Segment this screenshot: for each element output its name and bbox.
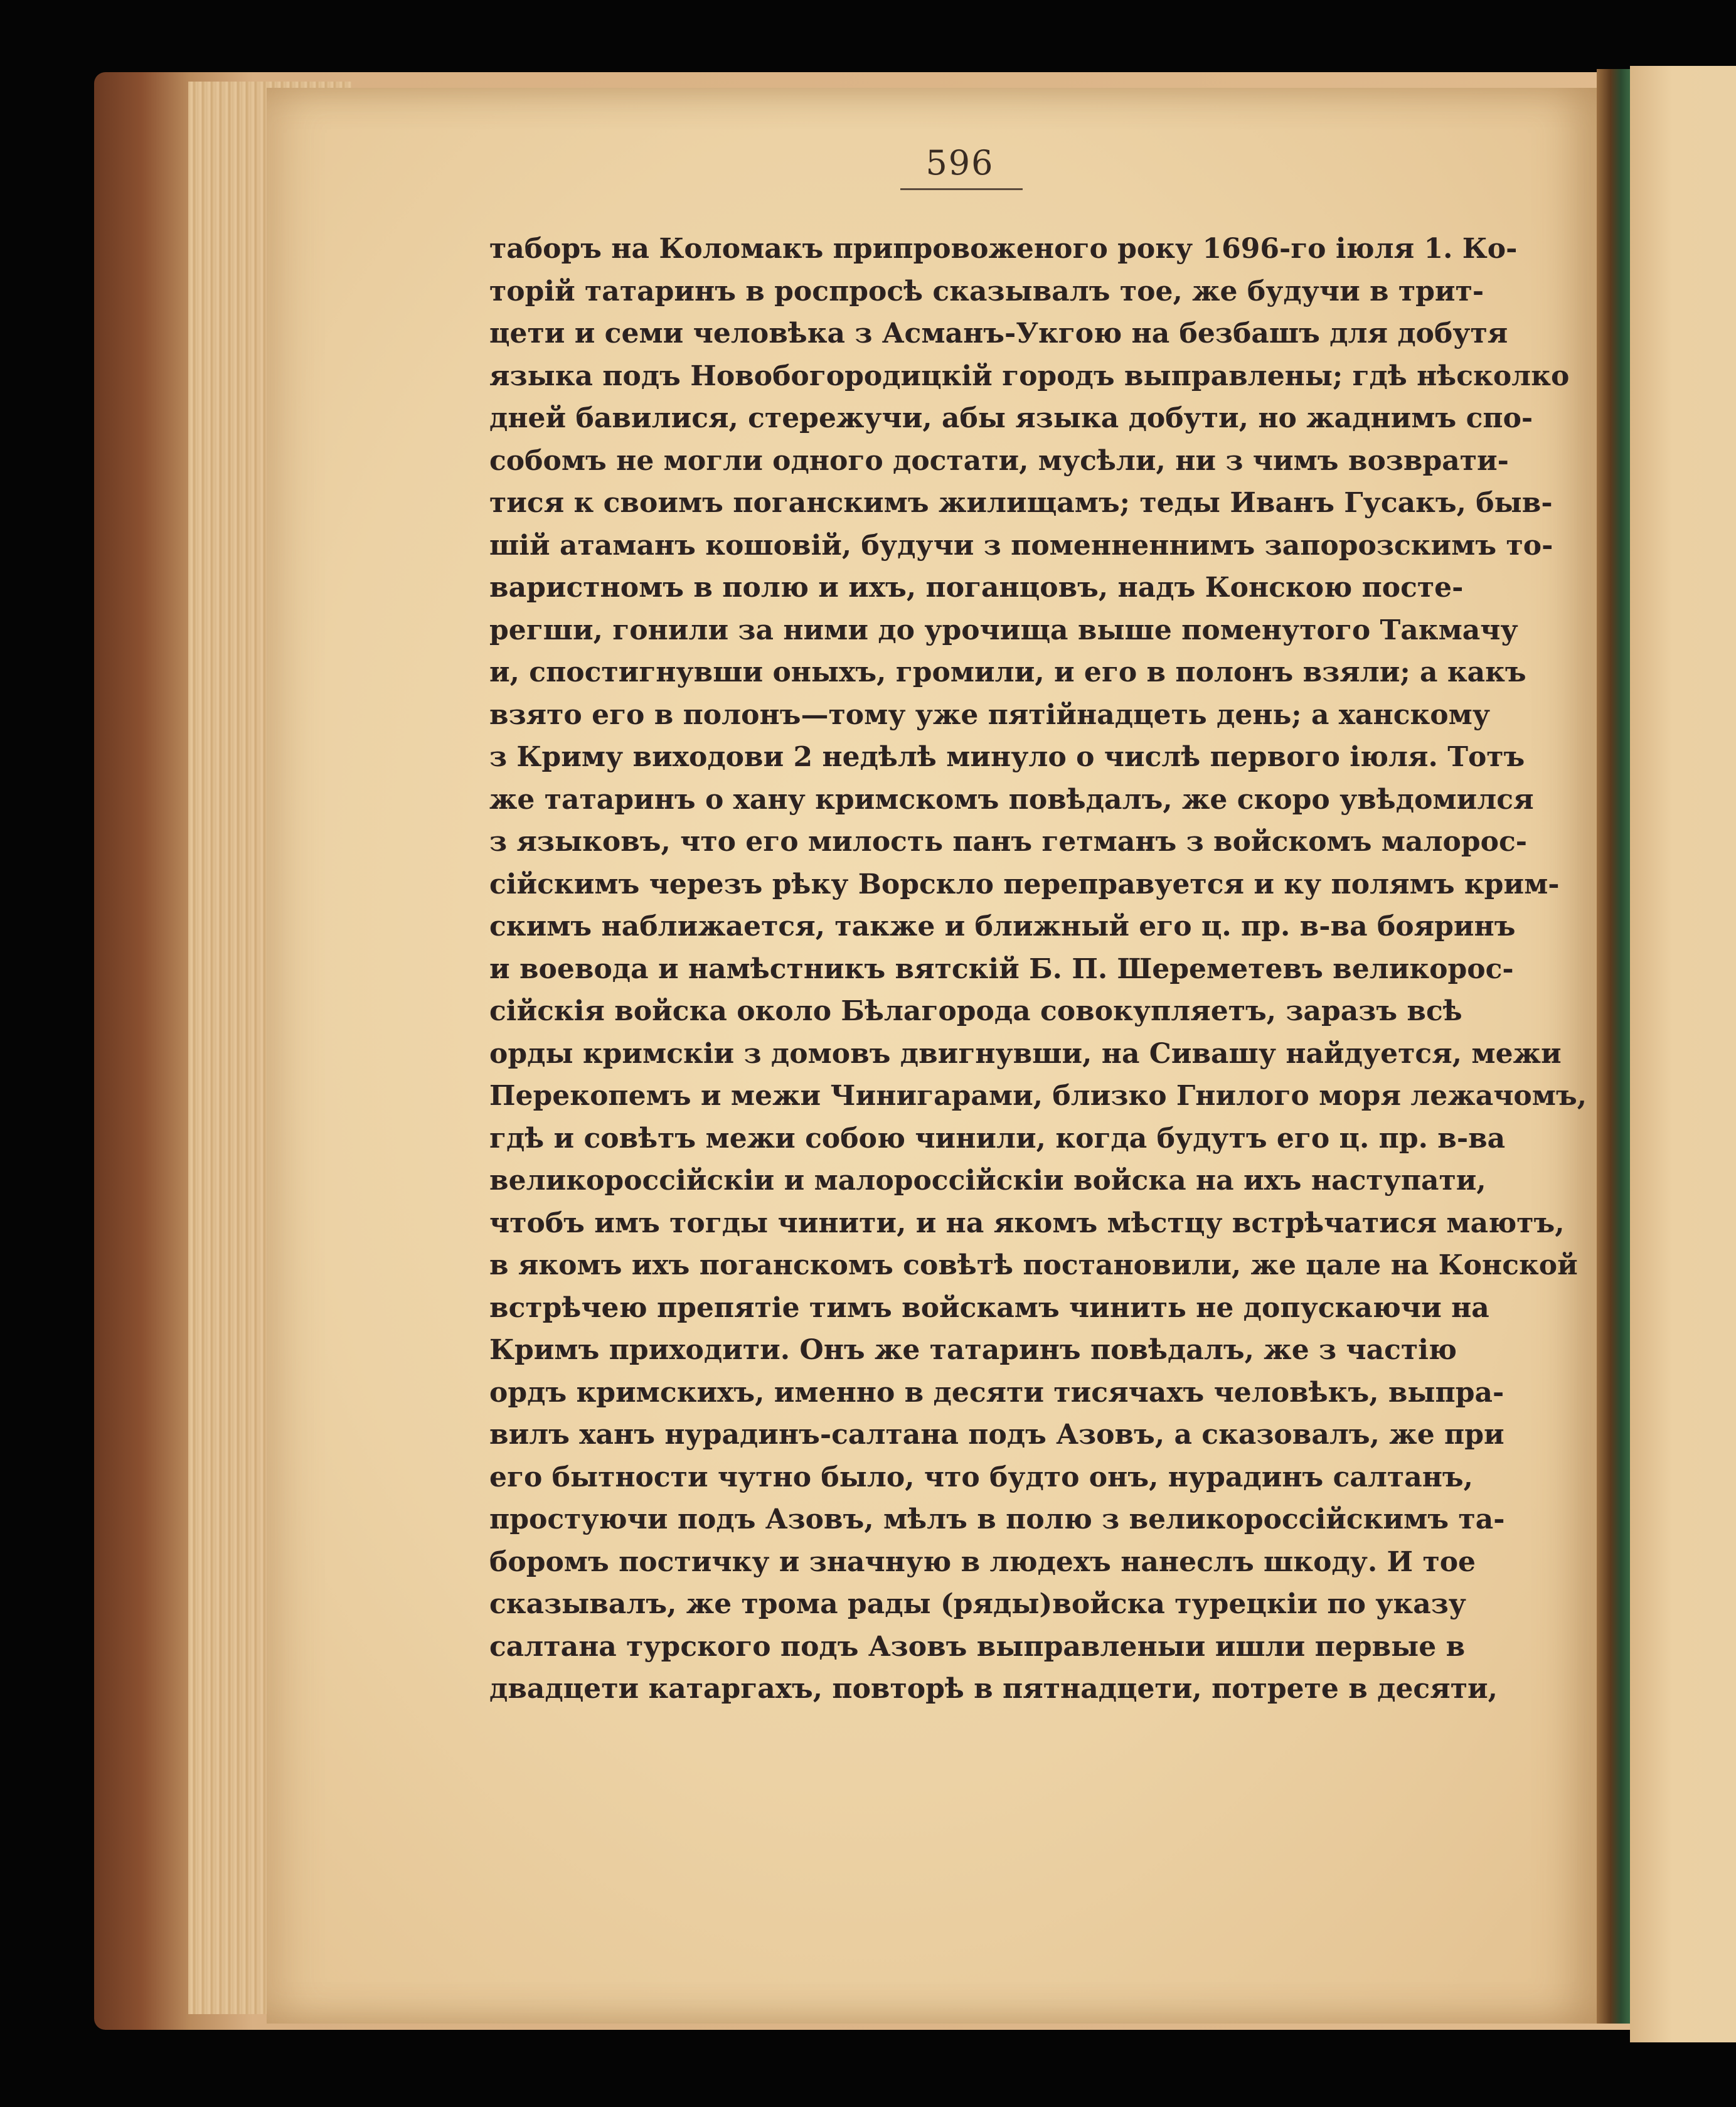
text-line: ордъ кримскихъ, именно в десяти тисячахъ человѣкъ, выпра- xyxy=(489,1376,1504,1409)
text-line: языка подъ Новобогородицкій городъ выправлены; гдѣ нѣсколко xyxy=(489,360,1570,392)
text-line: же татаринъ о хану кримскомъ повѣдалъ, же скоро увѣдомился xyxy=(489,783,1534,816)
text-line: сказывалъ, же трома рады (ряды)войска турецкіи по указу xyxy=(489,1588,1466,1620)
text-line: вилъ ханъ нурадинъ-салтана подъ Азовъ, а сказовалъ, же при xyxy=(489,1419,1504,1451)
text-line: варистномъ в полю и ихъ, поганцовъ, надъ Конскою посте- xyxy=(489,572,1464,604)
text-line: и, спостигнувши оныхъ, громили, и его в полонъ взяли; а какъ xyxy=(489,656,1526,688)
text-line: в якомъ ихъ поганскомъ совѣтѣ постановили, же цале на Конской xyxy=(489,1249,1578,1281)
text-line: чтобъ имъ тогды чинити, и на якомъ мѣстцу встрѣчатися маютъ, xyxy=(489,1207,1565,1239)
text-line: дней бавилися, стережучи, абы языка добути, но жаднимъ спо- xyxy=(489,402,1533,434)
text-line: взято его в полонъ—тому уже пятійнадцеть день; а ханскому xyxy=(489,698,1491,731)
page-text xyxy=(489,228,1587,1710)
text-line: шій атаманъ кошовій, будучи з поменненнимъ запорозскимъ то- xyxy=(489,529,1553,562)
text-line: сійскимъ черезъ рѣку Ворскло переправуется и ку полямъ крим- xyxy=(489,868,1560,900)
text-line: Перекопемъ и межи Чинигарами, близко Гнилого моря лежачомъ, xyxy=(489,1080,1587,1112)
text-line: тися к своимъ поганскимъ жилищамъ; теды Иванъ Гусакъ, быв- xyxy=(489,487,1553,519)
text-line: встрѣчею препятіе тимъ войскамъ чинить не допускаючи на xyxy=(489,1291,1489,1324)
text-line: боромъ постичку и значную в людехъ нанеслъ шкоду. И тое xyxy=(489,1545,1476,1578)
text-line: торій татаринъ в роспросѣ сказывалъ тое, же будучи в трит- xyxy=(489,275,1484,307)
text-line: з Криму виходови 2 недѣлѣ минуло о числѣ первого іюля. Тотъ xyxy=(489,741,1525,773)
text-line: сійскія войска около Бѣлагорода совокупляетъ, заразъ всѣ xyxy=(489,995,1462,1027)
text-line: двадцети катаргахъ, повторѣ в пятнадцети, потрете в десяти, xyxy=(489,1673,1498,1705)
text-line: регши, гонили за ними до урочища выше поменутого Такмачу xyxy=(489,614,1518,646)
text-line: орды кримскіи з домовъ двигнувши, на Сивашу найдуется, межи xyxy=(489,1037,1562,1070)
text-line: простуючи подъ Азовъ, мѣлъ в полю з великороссійскимъ та- xyxy=(489,1503,1505,1535)
text-line: великороссійскіи и малороссійскіи войска на ихъ наступати, xyxy=(489,1165,1486,1197)
next-page-edge xyxy=(1630,66,1736,2042)
text-line: цети и семи человѣка з Асманъ-Укгою на безбашъ для добутя xyxy=(489,317,1508,349)
text-line: таборъ на Коломакъ припровоженого року 1696-го іюля 1. Ко- xyxy=(489,233,1518,265)
page-number: 596 xyxy=(925,143,994,183)
text-line: Кримъ приходити. Онъ же татаринъ повѣдалъ, же з частію xyxy=(489,1334,1457,1366)
text-line: з языковъ, что его милость панъ гетманъ з войскомъ малорос- xyxy=(489,826,1528,858)
page-number-rule xyxy=(900,188,1023,190)
book-gutter xyxy=(1597,69,1631,2024)
text-line: его бытности чутно было, что будто онъ, нурадинъ салтанъ, xyxy=(489,1461,1473,1493)
text-line: собомъ не могли одного достати, мусѣли, ни з чимъ возврати- xyxy=(489,444,1509,477)
text-line: салтана турского подъ Азовъ выправленыи ишли первые в xyxy=(489,1630,1466,1663)
text-line: гдѣ и совѣтъ межи собою чинили, когда будутъ его ц. пр. в-ва xyxy=(489,1122,1506,1155)
text-line: и воевода и намѣстникъ вятскій Б. П. Шереметевъ великорос- xyxy=(489,952,1514,985)
text-line: скимъ наближается, также и ближный его ц. пр. в-ва бояринъ xyxy=(489,910,1516,942)
